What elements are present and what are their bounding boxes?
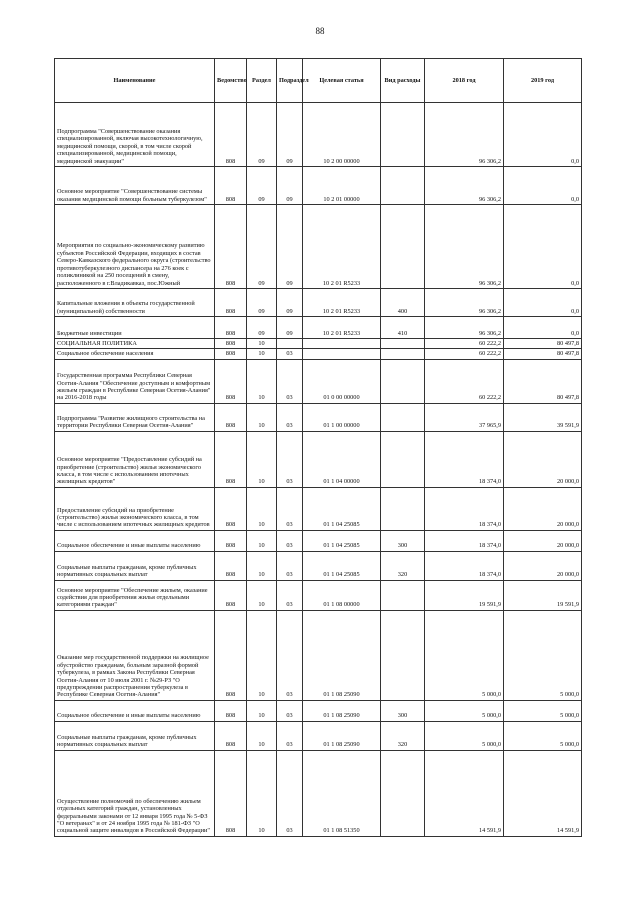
cell-section: 10: [247, 359, 277, 403]
cell-department: 808: [215, 167, 247, 205]
cell-subsection: 03: [277, 530, 303, 551]
cell-2019: 5 000,0: [504, 700, 582, 721]
cell-name: Осуществление полномочий по обеспечению жильем отдельных категорий граждан, установленных федеральными законами от 12 января 1995 года № 5-ФЗ "О ветеранах" и от 24 ноября 1995 года № 181-ФЗ "О социальной защите инвалидов в Российской Федерации": [55, 750, 215, 836]
cell-department: 808: [215, 317, 247, 339]
cell-2019: 0,0: [504, 167, 582, 205]
cell-subsection: 03: [277, 403, 303, 431]
cell-expense-type: 320: [381, 551, 425, 580]
cell-expense-type: 300: [381, 530, 425, 551]
cell-name: Основное мероприятие "Предоставление субсидий на приобретение (строительство) жилья экономического класса, в том числе с использованием ипотечных жилищных кредитов": [55, 431, 215, 487]
cell-target-article: 10 2 01 00000: [303, 167, 381, 205]
table-row: [55, 289, 582, 317]
cell-department: 808: [215, 487, 247, 530]
cell-target-article: 10 2 00 00000: [303, 103, 381, 167]
cell-subsection: 03: [277, 610, 303, 700]
cell-subsection: 09: [277, 103, 303, 167]
cell-2019: 0,0: [504, 317, 582, 339]
cell-department: 808: [215, 610, 247, 700]
cell-2019: 80 497,8: [504, 349, 582, 359]
cell-department: 808: [215, 339, 247, 349]
cell-2018: 96 306,2: [425, 289, 504, 317]
cell-section: 09: [247, 317, 277, 339]
cell-target-article: 01 1 00 00000: [303, 403, 381, 431]
table-row: [55, 750, 582, 836]
cell-2019: 80 497,8: [504, 339, 582, 349]
cell-target-article: [303, 339, 381, 349]
header-year-2019: 2019 год: [504, 59, 582, 103]
table-row: [55, 349, 582, 359]
cell-section: 09: [247, 103, 277, 167]
cell-name: Основное мероприятие "Обеспечение жильем, оказание содействия для приобретения жилья отдельными категориями граждан": [55, 580, 215, 610]
cell-subsection: 03: [277, 750, 303, 836]
cell-section: 10: [247, 551, 277, 580]
cell-expense-type: [381, 580, 425, 610]
cell-name: Предоставление субсидий на приобретение (строительство) жилья экономического класса, в том числе с использованием ипотечных жилищных кредитов: [55, 487, 215, 530]
cell-department: 808: [215, 289, 247, 317]
cell-department: 808: [215, 103, 247, 167]
table-row: [55, 167, 582, 205]
cell-2018: 5 000,0: [425, 610, 504, 700]
cell-subsection: 03: [277, 359, 303, 403]
cell-target-article: 01 0 00 00000: [303, 359, 381, 403]
cell-name: Подпрограмма "Совершенствование оказания специализированной, включая высокотехнологичную, медицинской помощи, скорой, в том числе скорой специализированной, медицинской помощи, медицинской эвакуации": [55, 103, 215, 167]
cell-expense-type: [381, 103, 425, 167]
cell-section: 10: [247, 700, 277, 721]
cell-2018: 14 591,9: [425, 750, 504, 836]
header-target-article: Целевая статья: [303, 59, 381, 103]
cell-name: Мероприятия по социально-экономическому развитию субъектов Российской Федерации, входящих в состав Северо-Кавказского федерального округа (строительство противотуберкулезного диспансера на 276 коек с поликлиникой на 250 посещений в смену, расположенного в г.Владикавказ, пос.Южный: [55, 205, 215, 289]
cell-expense-type: 320: [381, 721, 425, 750]
table-row: [55, 580, 582, 610]
cell-expense-type: [381, 167, 425, 205]
cell-2018: 18 374,0: [425, 487, 504, 530]
cell-department: 808: [215, 349, 247, 359]
cell-target-article: 01 1 08 25090: [303, 700, 381, 721]
cell-section: 10: [247, 610, 277, 700]
cell-2019: 5 000,0: [504, 610, 582, 700]
cell-section: 10: [247, 431, 277, 487]
cell-2019: 14 591,9: [504, 750, 582, 836]
cell-2018: 5 000,0: [425, 721, 504, 750]
cell-target-article: 01 1 04 25085: [303, 530, 381, 551]
cell-section: 10: [247, 721, 277, 750]
budget-table: [54, 58, 582, 837]
cell-2019: 80 497,8: [504, 359, 582, 403]
cell-target-article: 01 1 08 25090: [303, 610, 381, 700]
cell-expense-type: [381, 339, 425, 349]
cell-subsection: 03: [277, 487, 303, 530]
cell-department: 808: [215, 530, 247, 551]
cell-2019: 0,0: [504, 289, 582, 317]
cell-section: 10: [247, 403, 277, 431]
cell-target-article: 01 1 08 00000: [303, 580, 381, 610]
cell-2018: 96 306,2: [425, 167, 504, 205]
cell-expense-type: [381, 349, 425, 359]
cell-2018: 18 374,0: [425, 530, 504, 551]
cell-name: Социальное обеспечение и иные выплаты населению: [55, 700, 215, 721]
cell-name: Подпрограмма "Развитие жилищного строительства на территории Республики Северная Осетия-Алания": [55, 403, 215, 431]
table-row: [55, 205, 582, 289]
cell-2018: 96 306,2: [425, 205, 504, 289]
cell-section: 10: [247, 349, 277, 359]
cell-expense-type: [381, 403, 425, 431]
cell-target-article: [303, 349, 381, 359]
cell-target-article: 10 2 01 R5233: [303, 317, 381, 339]
cell-department: 808: [215, 359, 247, 403]
cell-department: 808: [215, 205, 247, 289]
cell-2018: 18 374,0: [425, 551, 504, 580]
table-row: [55, 487, 582, 530]
cell-section: 10: [247, 750, 277, 836]
table-row: [55, 551, 582, 580]
cell-expense-type: [381, 487, 425, 530]
cell-subsection: 03: [277, 721, 303, 750]
cell-expense-type: [381, 205, 425, 289]
cell-2019: 20 000,0: [504, 530, 582, 551]
table-row: [55, 403, 582, 431]
cell-subsection: 03: [277, 580, 303, 610]
cell-target-article: 01 1 08 25090: [303, 721, 381, 750]
table-row: [55, 339, 582, 349]
header-name: Наименование: [55, 59, 215, 103]
cell-section: 10: [247, 339, 277, 349]
cell-name: Капитальные вложения в объекты государственной (муниципальной) собственности: [55, 289, 215, 317]
cell-2018: 18 374,0: [425, 431, 504, 487]
cell-subsection: 09: [277, 289, 303, 317]
header-department: Ведомство: [215, 59, 247, 103]
cell-name: Социальные выплаты гражданам, кроме публичных нормативных социальных выплат: [55, 551, 215, 580]
cell-name: Социальные выплаты гражданам, кроме публичных нормативных социальных выплат: [55, 721, 215, 750]
cell-name: Государственная программа Республики Северная Осетия-Алания "Обеспечение доступным и комфортным жильем граждан в Республике Северная Осетия-Алания" на 2016-2018 годы: [55, 359, 215, 403]
cell-section: 10: [247, 530, 277, 551]
cell-name: Социальное обеспечение и иные выплаты населению: [55, 530, 215, 551]
cell-department: 808: [215, 580, 247, 610]
cell-target-article: 10 2 01 R5233: [303, 205, 381, 289]
header-subsection: Подраздел: [277, 59, 303, 103]
cell-expense-type: [381, 359, 425, 403]
cell-subsection: 03: [277, 349, 303, 359]
cell-2018: 60 222,2: [425, 359, 504, 403]
header-year-2018: 2018 год: [425, 59, 504, 103]
table-row: [55, 721, 582, 750]
cell-department: 808: [215, 551, 247, 580]
cell-department: 808: [215, 700, 247, 721]
cell-name: СОЦИАЛЬНАЯ ПОЛИТИКА: [55, 339, 215, 349]
cell-subsection: 03: [277, 551, 303, 580]
cell-section: 10: [247, 487, 277, 530]
cell-name: Оказание мер государственной поддержки на жилищное обустройство гражданам, больным заразной формой туберкулеза, в рамках Закона Республики Северная Осетия-Алания от 10 июля 2001 г. №29-РЗ "О предупреждении распространения туберкулеза в Республике Северная Осетия-Алания": [55, 610, 215, 700]
cell-section: 09: [247, 289, 277, 317]
cell-department: 808: [215, 721, 247, 750]
cell-2019: 0,0: [504, 205, 582, 289]
cell-target-article: 10 2 01 R5233: [303, 289, 381, 317]
table-row: [55, 103, 582, 167]
cell-2019: 5 000,0: [504, 721, 582, 750]
header-section: Раздел: [247, 59, 277, 103]
cell-2019: 20 000,0: [504, 431, 582, 487]
cell-2018: 60 222,2: [425, 339, 504, 349]
cell-2019: 20 000,0: [504, 487, 582, 530]
table-header-row: [55, 59, 582, 103]
cell-subsection: 09: [277, 167, 303, 205]
cell-target-article: 01 1 04 25085: [303, 487, 381, 530]
cell-expense-type: [381, 431, 425, 487]
cell-2018: 96 306,2: [425, 103, 504, 167]
cell-2018: 5 000,0: [425, 700, 504, 721]
cell-department: 808: [215, 750, 247, 836]
table-row: [55, 700, 582, 721]
cell-name: Основное мероприятие "Совершенствование системы оказания медицинской помощи больным туберкулезом": [55, 167, 215, 205]
cell-expense-type: 410: [381, 317, 425, 339]
table-row: [55, 317, 582, 339]
cell-target-article: 01 1 04 00000: [303, 431, 381, 487]
cell-section: 09: [247, 205, 277, 289]
cell-expense-type: [381, 750, 425, 836]
cell-subsection: 03: [277, 700, 303, 721]
cell-department: 808: [215, 403, 247, 431]
cell-target-article: 01 1 08 51350: [303, 750, 381, 836]
cell-2019: 39 591,9: [504, 403, 582, 431]
cell-subsection: 09: [277, 317, 303, 339]
cell-2018: 37 965,9: [425, 403, 504, 431]
header-expense-type: Вид расходы: [381, 59, 425, 103]
cell-2019: 19 591,9: [504, 580, 582, 610]
cell-2019: 20 000,0: [504, 551, 582, 580]
page-number: 88: [315, 26, 325, 36]
cell-2018: 19 591,9: [425, 580, 504, 610]
cell-subsection: 03: [277, 431, 303, 487]
table-row: [55, 610, 582, 700]
cell-2018: 60 222,2: [425, 349, 504, 359]
cell-2019: 0,0: [504, 103, 582, 167]
cell-section: 10: [247, 580, 277, 610]
cell-subsection: [277, 339, 303, 349]
table-row: [55, 359, 582, 403]
cell-name: Социальное обеспечение населения: [55, 349, 215, 359]
cell-2018: 96 306,2: [425, 317, 504, 339]
cell-expense-type: 300: [381, 700, 425, 721]
cell-department: 808: [215, 431, 247, 487]
cell-section: 09: [247, 167, 277, 205]
cell-subsection: 09: [277, 205, 303, 289]
cell-expense-type: [381, 610, 425, 700]
cell-expense-type: 400: [381, 289, 425, 317]
table-row: [55, 431, 582, 487]
cell-name: Бюджетные инвестиции: [55, 317, 215, 339]
cell-target-article: 01 1 04 25085: [303, 551, 381, 580]
table-row: [55, 530, 582, 551]
